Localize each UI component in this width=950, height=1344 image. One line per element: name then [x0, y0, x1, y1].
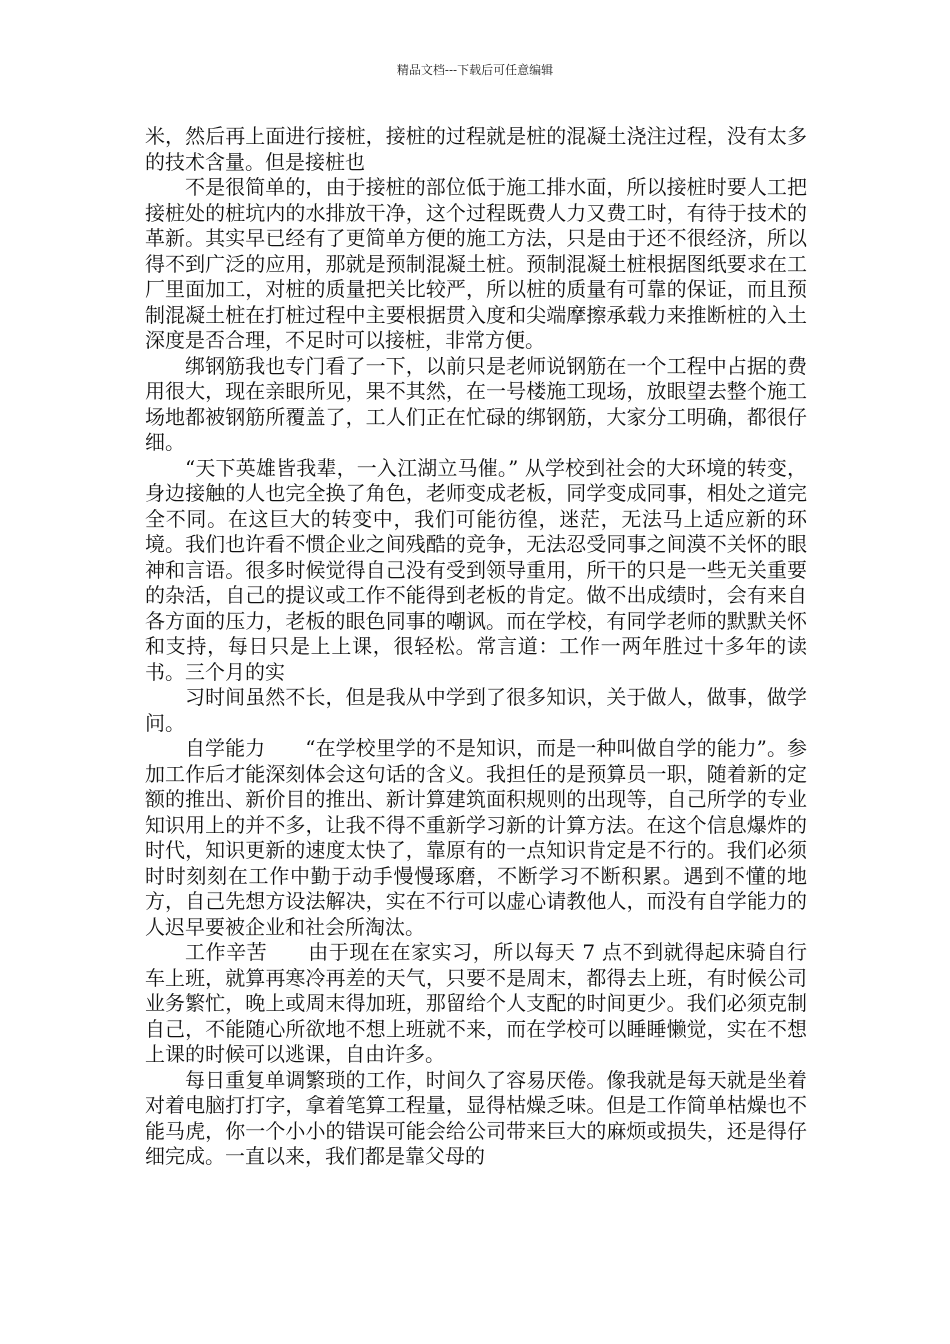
paragraph: 工作辛苦 由于现在在家实习，所以每天 7 点不到就得起床骑自行车上班，就算再寒冷再差的天气，只要不是周末，都得去上班，有时候公司业务繁忙，晚上或周末得加班，那留给个人支配的时间更少。我们必须克制自己，不能随心所欲地不想上班就不来，而在学校可以睡睡懒觉，实在不想上课的时候可以逃课，自由许多。 — [145, 940, 807, 1066]
document-body — [145, 124, 807, 1170]
paragraph: 米，然后再上面进行接桩，接桩的过程就是桩的混凝土浇注过程，没有太多的技术含量。但是接桩也 — [145, 124, 807, 174]
paragraph: 自学能力 “在学校里学的不是知识，而是一种叫做自学的能力”。参加工作后才能深刻体会这句话的含义。我担任的是预算员一职，随着新的定额的推出、新价目的推出、新计算建筑面积规则的出现等，自己所学的专业知识用上的并不多，让我不得不重新学习新的计算方法。在这个信息爆炸的时代，知识更新的速度太快了，靠原有的一点知识肯定是不行的。我们必须时时刻刻在工作中勤于动手慢慢琢磨，不断学习不断积累。遇到不懂的地方，自己先想方设法解决，实在不行可以虚心请教他人，而没有自学能力的人迟早要被企业和社会所淘汰。 — [145, 736, 807, 939]
paragraph: 不是很简单的，由于接桩的部位低于施工排水面，所以接桩时要人工把接桩处的桩坑内的水排放干净，这个过程既费人力又费工时，有待于技术的革新。其实早已经有了更简单方便的施工方法，只是由于还不很经济，所以得不到广泛的应用，那就是预制混凝土桩。预制混凝土桩根据图纸要求在工厂里面加工，对桩的质量把关比较严，所以桩的质量有可靠的保证，而且预制混凝土桩在打桩过程中主要根据贯入度和尖端摩擦承载力来推断桩的入土深度是否合理，不足时可以接桩，非常方便。 — [145, 175, 807, 352]
paragraph: “天下英雄皆我辈，一入江湖立马催。” 从学校到社会的大环境的转变，身边接触的人也完全换了角色，老师变成老板，同学变成同事，相处之道完全不同。在这巨大的转变中，我们可能彷徨，迷茫，无法马上适应新的环境。我们也许看不惯企业之间残酷的竞争，无法忍受同事之间漠不关怀的眼神和言语。很多时候觉得自己没有受到领导重用，所干的只是一些无关重要的杂活，自己的提议或工作不能得到老板的肯定。做不出成绩时，会有来自各方面的压力，老板的眼色同事的嘲讽。而在学校，有同学老师的默默关怀和支持，每日只是上上课，很轻松。常言道：工作一两年胜过十多年的读书。三个月的实 — [145, 455, 807, 684]
page-header: 精品文档---下载后可任意编辑 — [396, 63, 554, 77]
paragraph: 习时间虽然不长，但是我从中学到了很多知识，关于做人，做事，做学问。 — [145, 685, 807, 735]
paragraph: 每日重复单调繁琐的工作，时间久了容易厌倦。像我就是每天就是坐着对着电脑打打字，拿着笔算工程量，显得枯燥乏味。但是工作简单枯燥也不能马虎，你一个小小的错误可能会给公司带来巨大的麻烦或损失，还是得仔细完成。一直以来，我们都是靠父母的 — [145, 1067, 807, 1168]
paragraph: 绑钢筋我也专门看了一下，以前只是老师说钢筋在一个工程中占据的费用很大，现在亲眼所见，果不其然，在一号楼施工现场，放眼望去整个施工场地都被钢筋所覆盖了，工人们正在忙碌的绑钢筋，大家分工明确，都很仔细。 — [145, 353, 807, 454]
